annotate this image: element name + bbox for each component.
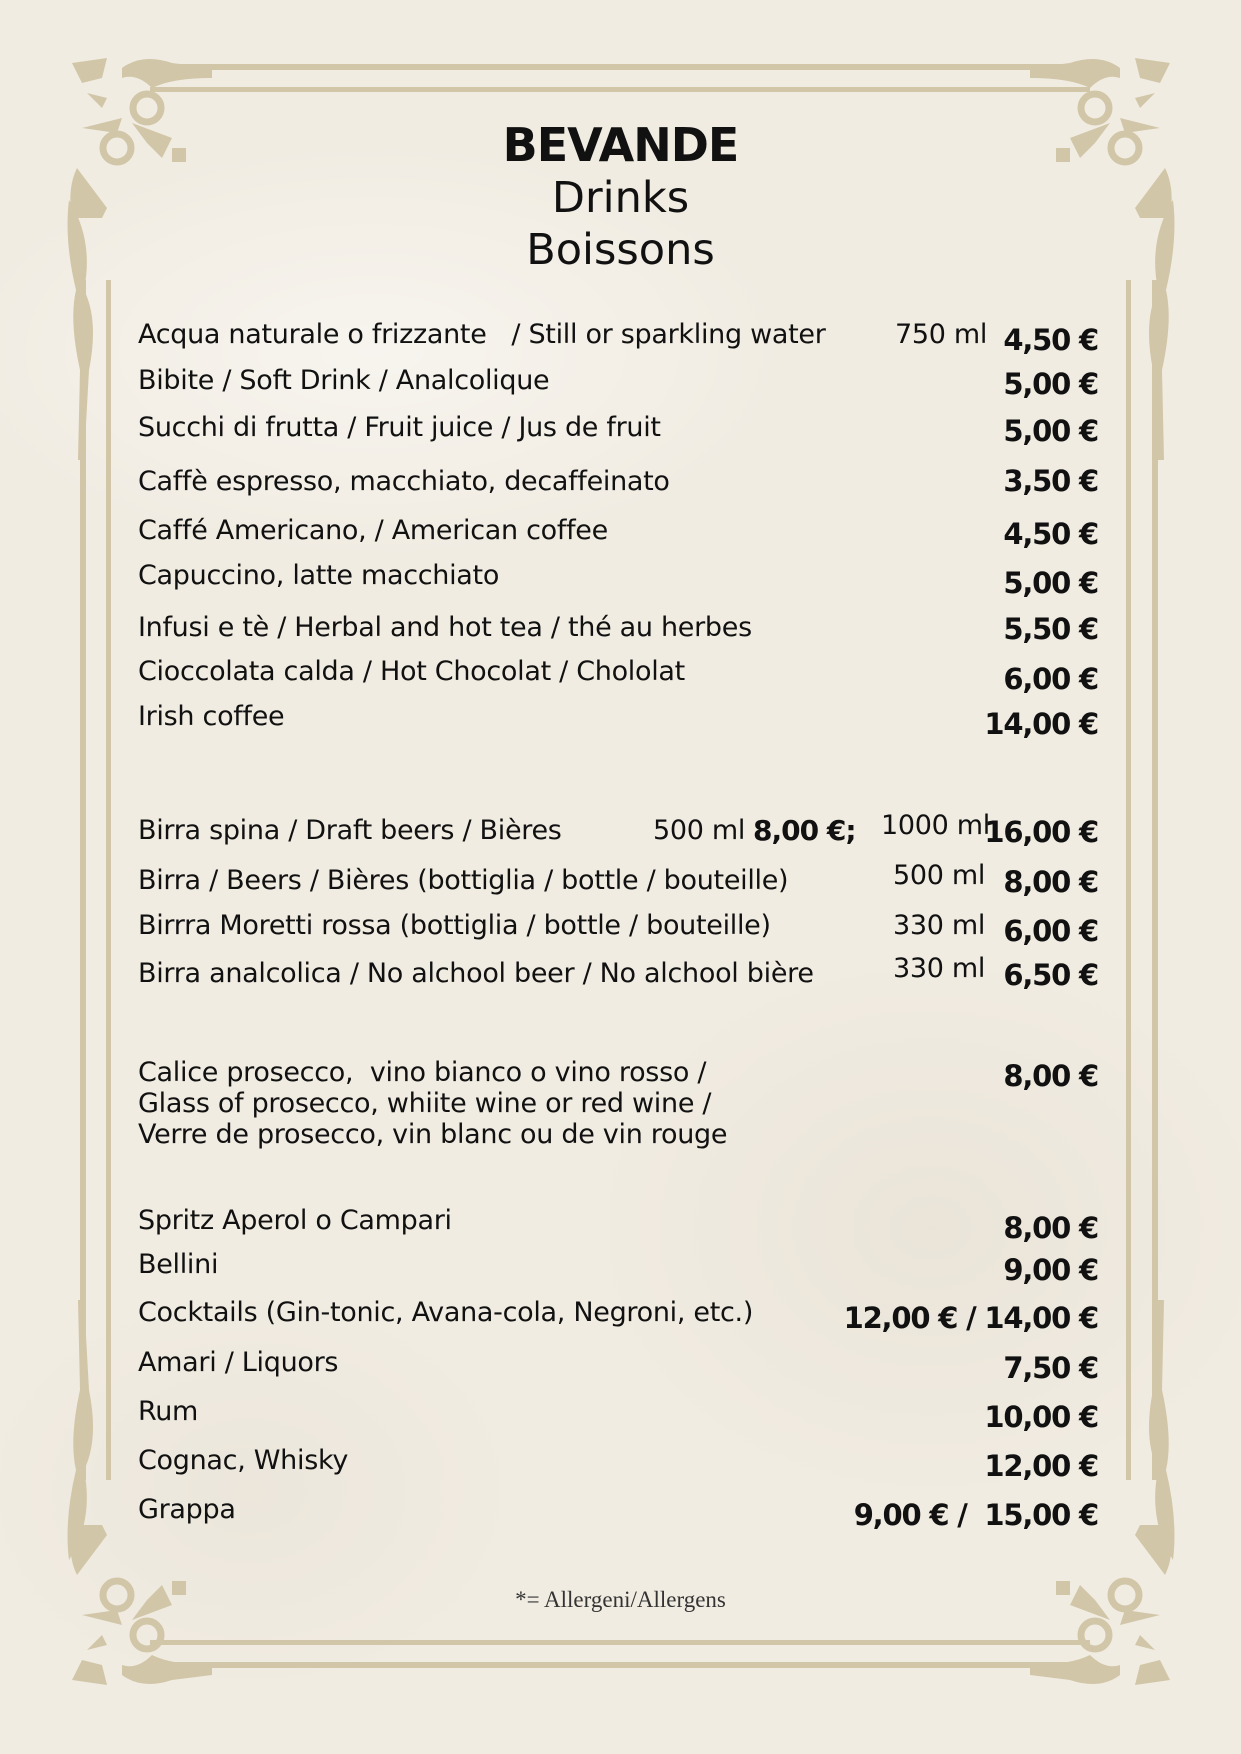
page-title: BEVANDE [502,118,739,172]
item-price: 16,00 € [984,815,1098,849]
menu-item [138,1296,1098,1336]
item-price: 9,00 € / 15,00 € [853,1498,1098,1532]
item-volume: 330 ml [893,910,986,941]
menu-item [138,514,1098,554]
item-name: Capuccino, latte macchiato [138,560,500,591]
menu-item [138,700,1098,740]
item-volume: 330 ml [893,953,986,984]
item-price: 5,50 € [1003,612,1098,646]
item-price: 9,00 € [1003,1253,1098,1287]
item-name: Bellini [138,1249,219,1280]
menu-item [138,1204,1098,1244]
item-name: Birrra Moretti rossa (bottiglia / bottle / bouteille) [138,910,771,941]
menu-item [138,909,1098,949]
menu-item [138,1444,1098,1484]
item-price: 4,50 € [1003,517,1098,551]
page-subtitle-fr: Boissons [526,225,715,275]
item-price: 12,00 € / 14,00 € [843,1301,1098,1335]
item-price: 8,00 € [1003,865,1098,899]
item-name: Cioccolata calda / Hot Chocolat / Chololat [138,656,685,687]
menu-item [138,953,1098,997]
menu-header [0,118,1241,276]
item-price: 8,00 € [1003,1059,1098,1093]
frame-bottom-inner [150,1640,1090,1645]
menu-item [138,1493,1098,1533]
menu-item [138,1057,1098,1157]
item-price: 7,50 € [1003,1351,1098,1385]
item-name: Birra / Beers / Bières (bottiglia / bottle / bouteille) [138,865,789,896]
frame-right-inner [1126,280,1131,1480]
item-name: Birra analcolica / No alchool beer / No alchool bière [138,958,814,989]
item-name: Bibite / Soft Drink / Analcolique [138,365,550,396]
page-subtitle-en: Drinks [551,173,690,223]
item-price: 4,50 € [1003,323,1098,357]
frame-bottom-outer [150,1662,1090,1668]
menu-item [138,1346,1098,1386]
item-price: 6,00 € [1003,914,1098,948]
item-price: 6,00 € [1003,662,1098,696]
menu-item [138,1395,1098,1435]
item-name: Amari / Liquors [138,1347,339,1378]
item-name: Birra spina / Draft beers / Bières [138,815,562,846]
item-name: Succhi di frutta / Fruit juice / Jus de fruit [138,412,661,443]
menu-item [138,860,1098,904]
item-price: 8,00 € [1003,1211,1098,1245]
item-volume: 500 ml [893,860,986,891]
item-price: 12,00 € [984,1449,1098,1483]
item-name-it: Calice prosecco, vino bianco o vino rosso / [138,1057,707,1088]
frame-left-inner [106,280,111,1480]
side-ornament-right-bottom-icon [1138,1300,1178,1560]
item-price: 6,50 € [1003,958,1098,992]
item-price: 5,00 € [1003,566,1098,600]
side-ornament-left-bottom-icon [64,1300,104,1560]
item-name: Infusi e tè / Herbal and hot tea / thé au herbes [138,612,752,643]
item-price: 5,00 € [1003,414,1098,448]
menu-item [138,364,1098,404]
item-volume: 750 ml [895,319,988,350]
frame-top-inner [150,87,1090,92]
allergens-note: *= Allergeni/Allergens [515,1587,726,1612]
item-inline-price: 8,00 €; [753,814,856,847]
frame-top-outer [150,64,1090,70]
menu-item [138,810,1098,854]
item-name: Grappa [138,1494,236,1525]
item-price: 3,50 € [1003,464,1098,498]
item-name: Irish coffee [138,701,285,732]
item-price: 14,00 € [984,707,1098,741]
menu-item [138,465,1098,505]
item-name: Spritz Aperol o Campari [138,1205,452,1236]
item-name: Rum [138,1396,199,1427]
item-inline-volume: 500 ml [653,815,746,846]
item-price: 5,00 € [1003,367,1098,401]
menu-item [138,559,1098,599]
menu-item [138,655,1098,695]
item-name: Caffé Americano, / American coffee [138,515,608,546]
item-volume: 1000 ml [881,810,990,841]
menu-item [138,1248,1098,1288]
item-name: Caffè espresso, macchiato, decaffeinato [138,466,670,497]
item-price: 10,00 € [984,1400,1098,1434]
item-name: Cognac, Whisky [138,1445,349,1476]
menu-item [138,611,1098,651]
item-name: Acqua naturale o frizzante / Still or sparkling water [138,319,826,350]
menu-item [138,318,1098,358]
item-name-fr: Verre de prosecco, vin blanc ou de vin rouge [138,1119,728,1150]
item-name: Cocktails (Gin-tonic, Avana-cola, Negroni, etc.) [138,1297,754,1328]
item-name-en: Glass of prosecco, whiite wine or red wine / [138,1088,712,1119]
menu-item [138,411,1098,451]
